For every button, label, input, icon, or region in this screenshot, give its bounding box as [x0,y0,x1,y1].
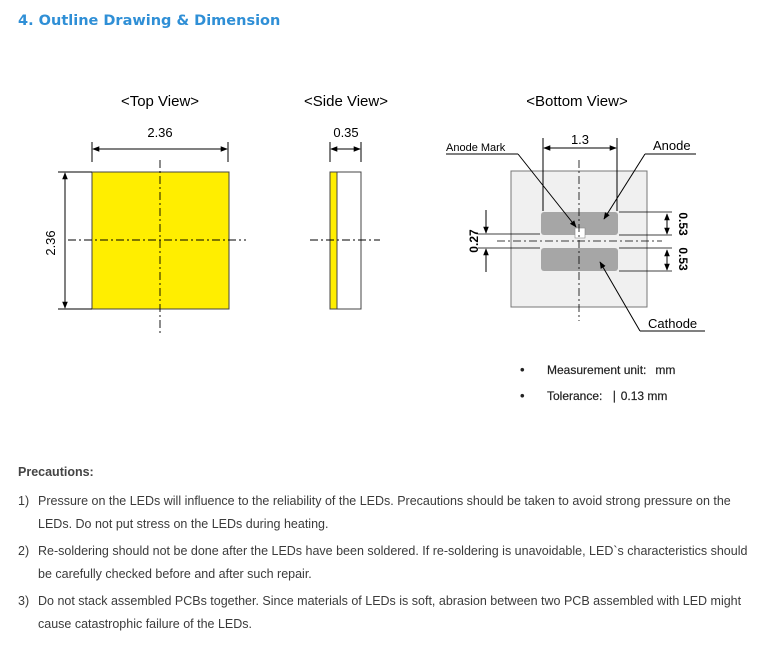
bottom-view [446,132,705,331]
precaution-number: 1) [18,494,30,508]
cathode-pad [541,248,618,271]
side-view [310,125,380,309]
precaution-item [18,540,753,586]
cathode-label: Cathode [648,316,698,331]
top-view-height-label: 2.36 [43,230,58,256]
section-title-text: Outline Drawing & Dimension [38,13,281,29]
pad-height-top-label: 0.53 [676,212,690,236]
note-label: Measurement unit: [547,363,647,377]
precautions-title: Precautions: [18,465,94,479]
pad-span-label: 1.3 [570,132,590,147]
precaution-number: 2) [18,544,30,558]
note-label: Tolerance: [547,389,603,403]
bottom-view-title: <Bottom View> [526,93,628,110]
led-side-phosphor [330,172,337,309]
section-number: 4. [18,13,34,29]
top-view [43,125,246,333]
pad-height-bottom-label: 0.53 [676,247,690,271]
note-value: ∣ 0.13 mm [611,389,668,403]
top-view-width-label: 2.36 [147,125,173,140]
precautions-list [18,490,753,640]
led-bottom-body [511,171,647,307]
anode-mark-notch [575,228,585,238]
note-value: mm [655,363,676,377]
gap-label: 0.27 [467,229,481,253]
led-top-face [92,172,229,309]
measurement-notes [520,362,675,414]
note-tolerance [520,388,675,414]
precaution-text: Do not stack assembled PCBs together. Since materials of LEDs is soft, abrasion between two PCB assembled with LED might cause catastrophic failure of the LEDs. [38,594,742,631]
precaution-text: Re-soldering should not be done after the LEDs have been soldered. If re-soldering is unavoidable, LED`s characteristics should be carefully checked before and after such repair. [38,544,748,581]
precaution-item [18,590,753,636]
precaution-item [18,490,753,536]
note-measurement-unit [520,362,675,388]
top-view-title: <Top View> [120,93,200,110]
side-view-thickness-label: 0.35 [333,125,359,140]
side-view-title: <Side View> [304,93,388,110]
precaution-number: 3) [18,594,30,608]
anode-mark-label: Anode Mark [446,142,506,154]
anode-label: Anode [653,138,691,153]
precaution-text: Pressure on the LEDs will influence to the reliability of the LEDs. Precautions should be taken to avoid strong pressure on the LEDs. Do not put stress on the LEDs during heating. [38,494,731,531]
